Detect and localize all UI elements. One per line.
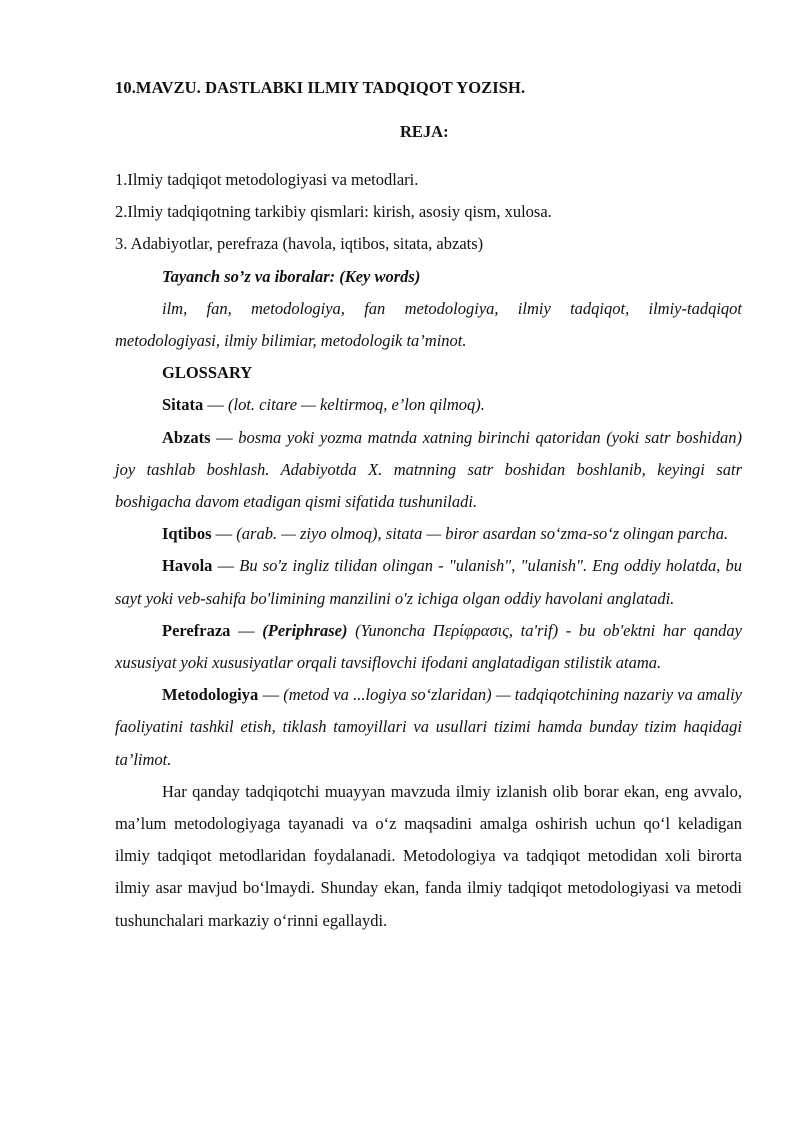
- glossary-english-term: (Periphrase): [262, 620, 348, 640]
- glossary-definition: Bu so'z ingliz tilidan olingan - "ulanish", "ulanish". Eng oddiy holatda, bu sayt yoki veb-sahifa bo'limining manzilini o'z ichiga olgan oddiy havolani anglatadi.: [115, 556, 742, 608]
- glossary-definition: (Yunoncha Περίφρασις, ta'rif) - bu ob'ektni har qanday xususiyat yoki xususiyatlar orqali tavsiflovchi ifodani anglatadigan stilistik atama.: [115, 620, 743, 673]
- glossary-entry-sitata: [115, 389, 742, 421]
- document-body: [115, 164, 742, 937]
- glossary-term: Perefraza: [162, 620, 231, 640]
- glossary-dash: —: [203, 395, 228, 415]
- glossary-entry-perefraza: [115, 615, 742, 679]
- glossary-entry-metodologiya: [115, 679, 742, 776]
- glossary-term: Abzats: [162, 427, 211, 447]
- plan-item: 3. Adabiyotlar, perefraza (havola, iqtibos, sitata, abzats): [115, 234, 484, 254]
- glossary-dash: —: [212, 556, 240, 576]
- plan-item: 2.Ilmiy tadqiqotning tarkibiy qismlari: kirish, asosiy qism, xulosa.: [115, 202, 552, 222]
- glossary-term: Havola: [162, 556, 213, 576]
- glossary-heading: GLOSSARY: [162, 363, 253, 383]
- glossary-term: Metodologiya: [162, 685, 259, 705]
- plan-item: 1.Ilmiy tadqiqot metodologiyasi va metodlari.: [115, 170, 419, 189]
- glossary-entry-abzats: [115, 422, 742, 519]
- glossary-term: Iqtibos: [162, 524, 212, 544]
- glossary-entry-iqtibos: [115, 518, 742, 550]
- keywords-text: ilm, fan, metodologiya, fan metodologiya, ilmiy tadqiqot, ilmiy-tadqiqot metodologiyasi, ilmiy bilimiar, metodologik ta’minot.: [115, 298, 742, 351]
- keywords-heading: Tayanch so’z va iboralar: (Key words): [162, 266, 421, 286]
- plan-heading: REJA:: [400, 122, 449, 141]
- glossary-definition: bosma yoki yozma matnda xatning birinchi qatoridan (yoki satr boshidan) joy tashlab boshlash. Adabiyotda X. matnning satr boshidan boshlanib, keyingi satr boshigacha davom etadigan qismi sifatida tushuniladi.: [115, 427, 742, 512]
- glossary-entry-havola: [115, 550, 742, 614]
- glossary-dash: —: [211, 524, 237, 544]
- glossary-dash: —: [210, 427, 239, 447]
- glossary-definition: (metod va ...logiya so‘zlaridan) — tadqiqotchining nazariy va amaliy faoliyatini tashkil etish, tiklash tamoyillari va usullari tizimi hamda bunday tizim haqidagi ta’limot.: [115, 685, 742, 769]
- glossary-definition: (lot. citare — keltirmoq, e’lon qilmoq).: [228, 395, 485, 415]
- body-paragraph: Har qanday tadqiqotchi muayyan mavzuda ilmiy izlanish olib borar ekan, eng avvalo, ma’lum metodologiyaga tayanadi va o‘z maqsadini amalga oshirish uchun qo‘l keladigan ilmiy tadqiqot metodlaridan foydalanadi. Metodologiya va tadqiqot metodidan xoli birorta ilmiy asar mavjud bo‘lmaydi. Shunday ekan, fanda ilmiy tadqiqot metodologiyasi va metodi tushunchalari markaziy o‘rinni egallaydi.: [115, 781, 742, 930]
- glossary-dash: —: [258, 685, 284, 705]
- document-title: 10.MAVZU. DASTLABKI ILMIY TADQIQOT YOZISH.: [115, 78, 526, 97]
- glossary-definition: (arab. — ziyo olmoq), sitata — biror asardan so‘zma-so‘z olingan parcha.: [236, 524, 729, 544]
- glossary-dash: —: [230, 620, 263, 640]
- glossary-term: Sitata: [162, 395, 204, 415]
